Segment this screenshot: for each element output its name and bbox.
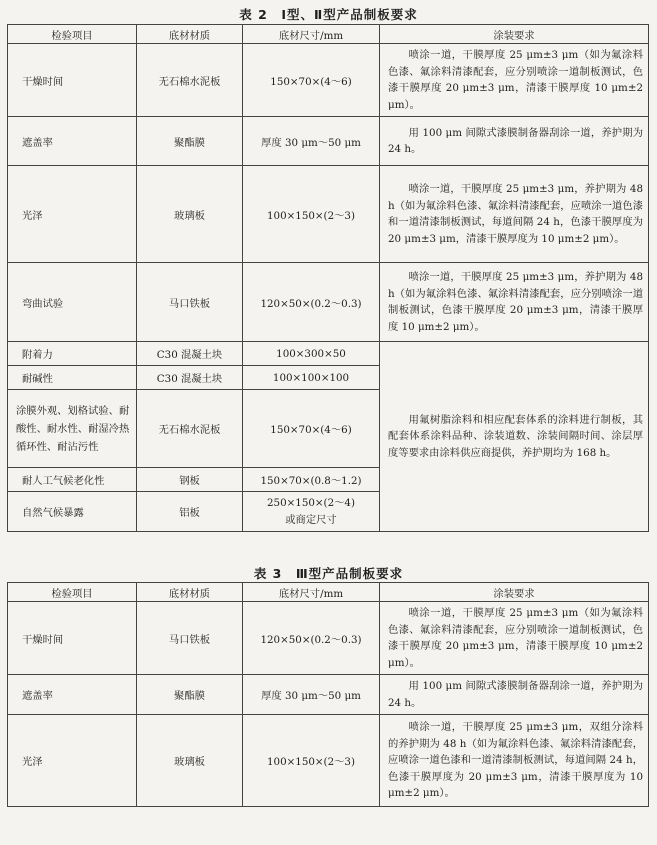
cell-item: 光泽: [8, 715, 137, 807]
cell-item: 耐碱性: [8, 366, 137, 390]
cell-req: 喷涂一道，干膜厚度 25 μm±3 μm，双组分涂料的养护期为 48 h（如为氟涂料色漆、氟涂料清漆配套，应喷涂一道色漆和一道清漆制板测试，每道间隔 24 h，色漆干膜厚度为 20 μm±3 μm，清漆干膜厚度为 10 μm±2 μm）。: [380, 715, 649, 807]
header-size: 底材尺寸/mm: [243, 25, 380, 44]
table-row: [8, 166, 649, 263]
table-row: [8, 675, 649, 715]
cell-material: 无石棉水泥板: [137, 390, 243, 468]
cell-size: 100×100×100: [243, 366, 380, 390]
cell-material: 马口铁板: [137, 602, 243, 675]
table2: [7, 24, 649, 532]
header-req: 涂装要求: [380, 25, 649, 44]
cell-size: 100×150×(2～3): [243, 715, 380, 807]
cell-size: 150×70×(4～6): [243, 44, 380, 117]
cell-size: 120×50×(0.2～0.3): [243, 263, 380, 342]
table-row: [8, 117, 649, 166]
table3: [7, 582, 649, 807]
cell-req: 用 100 μm 间隙式漆膜制备器刮涂一道，养护期为 24 h。: [380, 117, 649, 166]
cell-item: 弯曲试验: [8, 263, 137, 342]
table-row: [8, 342, 649, 366]
cell-item: 光泽: [8, 166, 137, 263]
header-size: 底材尺寸/mm: [243, 583, 380, 602]
cell-item: 干燥时间: [8, 44, 137, 117]
cell-material: 聚酯膜: [137, 117, 243, 166]
cell-item: 自然气候暴露: [8, 492, 137, 532]
cell-size: 150×70×(4～6): [243, 390, 380, 468]
table-row: [8, 602, 649, 675]
cell-req: 喷涂一道，干膜厚度 25 μm±3 μm（如为氟涂料色漆、氟涂料清漆配套，应分别喷涂一道制板测试，色漆干膜厚度 20 μm±3 μm，清漆干膜厚度 10 μm±2 μm）。: [380, 44, 649, 117]
table-row: [8, 44, 649, 117]
header-material: 底材材质: [137, 25, 243, 44]
cell-item: 遮盖率: [8, 117, 137, 166]
cell-size: 厚度 30 μm～50 μm: [243, 675, 380, 715]
table-row: [8, 263, 649, 342]
header-req: 涂装要求: [380, 583, 649, 602]
cell-req: 喷涂一道，干膜厚度 25 μm±3 μm（如为氟涂料色漆、氟涂料清漆配套，应分别喷涂一道制板测试，色漆干膜厚度 20 μm±3 μm，清漆干膜厚度 10 μm±2 μm）。: [380, 602, 649, 675]
cell-size: 120×50×(0.2～0.3): [243, 602, 380, 675]
cell-material: C30 混凝土块: [137, 366, 243, 390]
cell-size: 100×150×(2～3): [243, 166, 380, 263]
cell-req: 喷涂一道，干膜厚度 25 μm±3 μm，养护期为 48 h（如为氟涂料色漆、氟涂料清漆配套，应分别喷涂一道制板测试，色漆干膜厚度 20 μm±3 μm，清漆干膜厚度 10 μm±2 μm）。: [380, 263, 649, 342]
cell-material: C30 混凝土块: [137, 342, 243, 366]
table-header-row: [8, 25, 649, 44]
cell-size: 厚度 30 μm～50 μm: [243, 117, 380, 166]
cell-req-merged: 用氟树脂涂料和相应配套体系的涂料进行制板，其配套体系涂料品种、涂装道数、涂装间隔时间、涂层厚度等要求由涂料供应商提供，养护期均为 168 h。: [380, 342, 649, 532]
cell-material: 钢板: [137, 468, 243, 492]
table-row: [8, 715, 649, 807]
table-header-row: [8, 583, 649, 602]
cell-req: 喷涂一道，干膜厚度 25 μm±3 μm，养护期为 48 h（如为氟涂料色漆、氟涂料清漆配套，应喷涂一道色漆和一道清漆制板测试，每道间隔 24 h，色漆干膜厚度为 20 μm±3 μm，清漆干膜厚度为 10 μm±2 μm）。: [380, 166, 649, 263]
header-material: 底材材质: [137, 583, 243, 602]
cell-size: 150×70×(0.8～1.2): [243, 468, 380, 492]
header-item: 检验项目: [8, 25, 137, 44]
cell-item: 附着力: [8, 342, 137, 366]
cell-material: 玻璃板: [137, 715, 243, 807]
cell-material: 聚酯膜: [137, 675, 243, 715]
cell-size: [243, 492, 380, 532]
header-item: 检验项目: [8, 583, 137, 602]
cell-item: 耐人工气候老化性: [8, 468, 137, 492]
size-line: 或商定尺寸: [285, 513, 337, 526]
cell-material: 铝板: [137, 492, 243, 532]
cell-size: 100×300×50: [243, 342, 380, 366]
cell-item: 涂膜外观、划格试验、耐酸性、耐水性、耐湿冷热循环性、耐沾污性: [8, 390, 137, 468]
table3-title: 表 3 Ⅲ型产品制板要求: [253, 566, 404, 581]
table2-title: 表 2 Ⅰ型、Ⅱ型产品制板要求: [239, 7, 418, 22]
cell-item: 干燥时间: [8, 602, 137, 675]
cell-material: 无石棉水泥板: [137, 44, 243, 117]
cell-item: 遮盖率: [8, 675, 137, 715]
size-line: 250×150×(2～4): [267, 496, 355, 509]
cell-material: 马口铁板: [137, 263, 243, 342]
cell-material: 玻璃板: [137, 166, 243, 263]
cell-req: 用 100 μm 间隙式漆膜制备器刮涂一道，养护期为 24 h。: [380, 675, 649, 715]
